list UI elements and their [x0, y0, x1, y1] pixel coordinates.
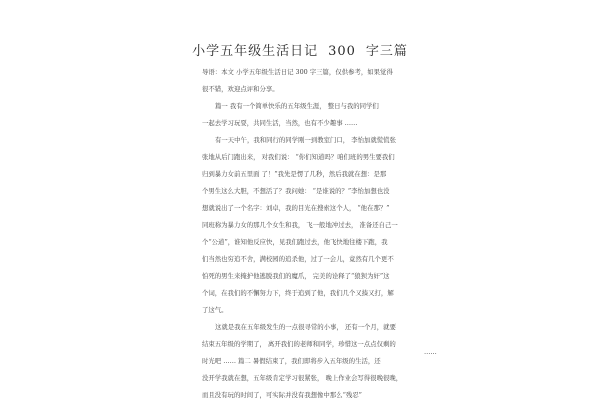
- text-line: 时光吧 …… 篇二 暑假结束了，我们即将步入五年级的生活，还: [202, 357, 381, 365]
- text-line: 这就是我在五年级发生的一点很寻常的小事， 还有一个月，就要: [215, 323, 396, 331]
- document-body: [202, 64, 417, 404]
- text-line: 个“公道”，谁知他反应快，见我们跑过去，他飞快地往楼下跑，我: [202, 238, 388, 246]
- text-line: 没开学我就在想，五年级肯定学习很紧张， 晚上作业会写得很晚很晚，: [202, 374, 403, 382]
- trailing-ellipsis: ……: [424, 348, 437, 356]
- title-number: 300: [328, 44, 356, 59]
- document-title: [0, 40, 600, 59]
- text-line: 们当然也穷追不舍，满校园的追杀他，过了一会儿，竟然有几个更不: [202, 255, 394, 263]
- text-line: 怕死的男生来掩护他逃脱我们的魔爪， 完美的诠释了“狼狈为奸”这: [202, 272, 390, 280]
- text-line: 想就说出了一个名字：刘卓，我的目光在搜索这个人， “他在那？”: [202, 204, 390, 212]
- text-line: 有一天中午，我和同行的同学刚一到教室门口， 李怡加就慌慌张: [215, 136, 396, 144]
- title-main: 小学五年级生活日记: [192, 44, 319, 59]
- text-line: 篇一 我有一个简单快乐的五年级生涯， 整日与我的同学们: [215, 102, 379, 110]
- text-line: 导语：本文 小学五年级生活日记 300 字三篇，仅供参考，如果觉得: [202, 68, 393, 76]
- text-line: 结束五年级的学期了， 离开我们的老师和同学，珍惜这一点点仅剩的: [202, 340, 396, 348]
- text-line: 一起去学习玩耍，共同生活，当然，也有不少趣事 ……: [202, 119, 358, 127]
- text-line: 个男生这么大胆，不想活了？我问她： “是谁说的？”李怡加想也没: [202, 187, 390, 195]
- text-line: 很不错，欢迎点评和分享。: [202, 85, 279, 93]
- title-tail: 字三篇: [365, 44, 408, 59]
- text-line: 张地从后门跑出来， 对我们说： “你们知道吗？咱们班的男生要我们: [202, 153, 395, 161]
- text-line: 了这气。: [202, 306, 228, 314]
- text-line: 同班称为暴力女的那几个女生和我， 飞一般地冲过去， 准备还自己一: [202, 221, 398, 229]
- text-line: 而且没有玩的时间了，可实际并没有我想像中那么“残忍”: [202, 391, 362, 399]
- text-line: 归到暴力女前五里面 了！”我先是愣了几秒，然后我就在想：是那: [202, 170, 387, 178]
- text-line: 个词，在我们的不懈努力下，终于追到了他，我们几个又揍又打，解: [202, 289, 394, 297]
